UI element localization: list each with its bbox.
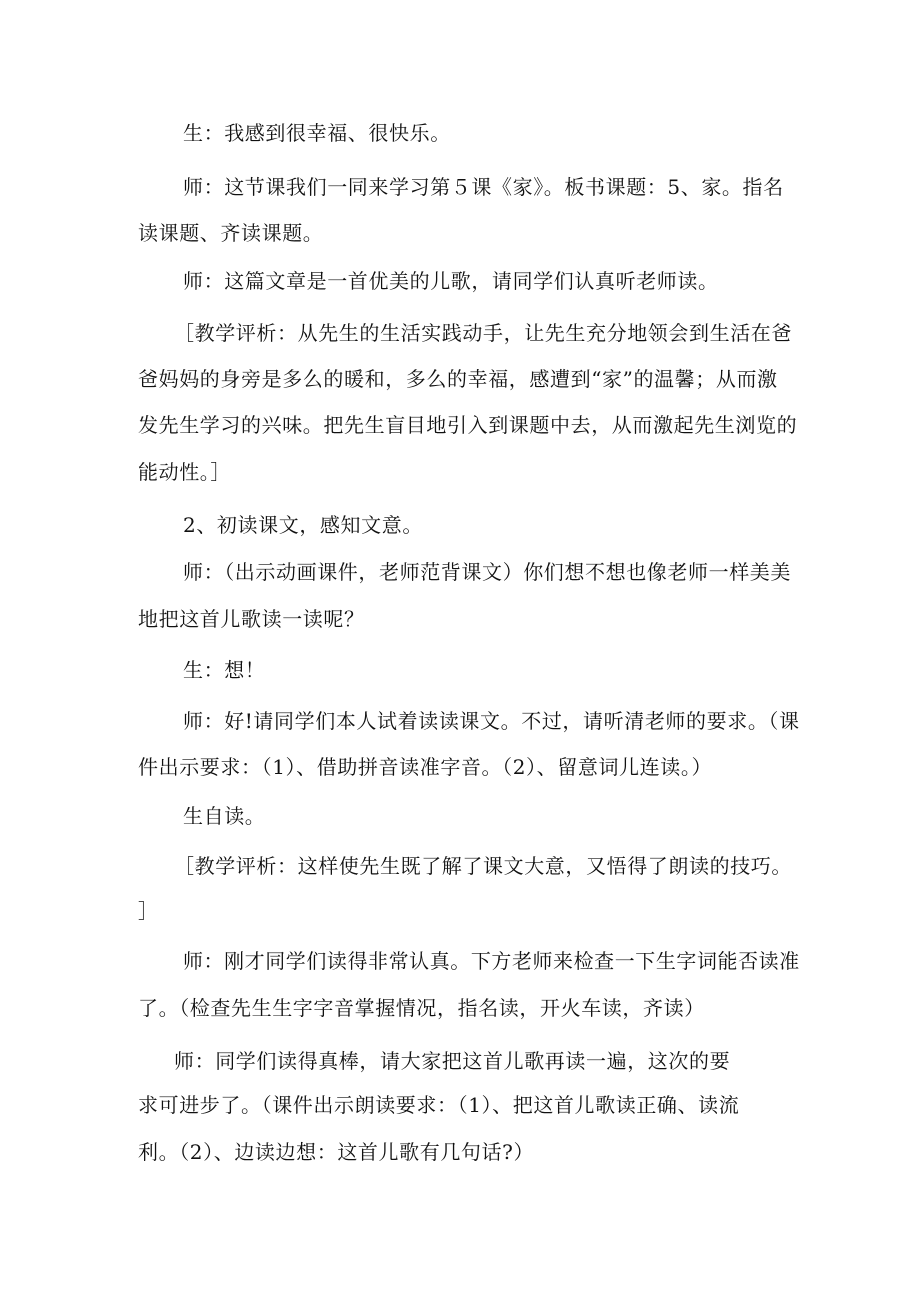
text-line: 发先生学习的兴味。把先生盲目地引入到课题中去，从而激起先生浏览的 xyxy=(138,413,798,437)
text-line: 生自读。 xyxy=(183,804,266,828)
text-line: 能动性。］ xyxy=(138,460,231,484)
text-line: 了。（检查先生生字字音掌握情况，指名读，开火车读，齐读） xyxy=(138,996,705,1020)
text-line: 师：刚才同学们读得非常认真。下方老师来检查一下生字词能否读准 xyxy=(183,949,800,973)
text-line: ］ xyxy=(138,899,159,923)
text-line: 师：好!请同学们本人试着读读课文。不过，请听清老师的要求。（课 xyxy=(183,709,800,733)
text-line: 师：这节课我们一同来学习第５课《家》。板书课题：5、家。指名 xyxy=(183,175,784,199)
text-line: 地把这首儿歌读一读呢？ xyxy=(138,607,365,631)
text-line: 读课题、齐读课题。 xyxy=(138,221,324,245)
text-line: ［教学评析：从先生的生活实践动手，让先生充分地领会到生活在爸 xyxy=(174,321,792,345)
text-line: 求可进步了。（课件出示朗读要求：（1）、把这首儿歌读正确、读流 xyxy=(138,1093,740,1117)
text-line: 2、初读课文，感知文意。 xyxy=(183,513,423,537)
text-line: 生：我感到很幸福、很快乐。 xyxy=(183,121,451,145)
text-line: 师：这篇文章是一首优美的儿歌，请同学们认真听老师读。 xyxy=(183,269,719,293)
text-line: ［教学评析：这样使先生既了解了课文大意，又悟得了朗读的技巧。 xyxy=(174,854,792,878)
text-line: 师：同学们读得真棒，请大家把这首儿歌再读一遍，这次的要 xyxy=(174,1049,731,1073)
text-line: 爸妈妈的身旁是多么的暖和，多么的幸福，感遭到“家”的温馨；从而激 xyxy=(138,367,778,391)
text-line: 利。（2）、边读边想：这首儿歌有几句话?） xyxy=(138,1140,535,1164)
text-line: 师：（出示动画课件，老师范背课文）你们想不想也像老师一样美美 xyxy=(183,560,791,584)
text-line: 生：想！ xyxy=(183,658,266,682)
text-line: 件出示要求：（1）、借助拼音读准字音。（2）、留意词儿连读。） xyxy=(138,755,713,779)
